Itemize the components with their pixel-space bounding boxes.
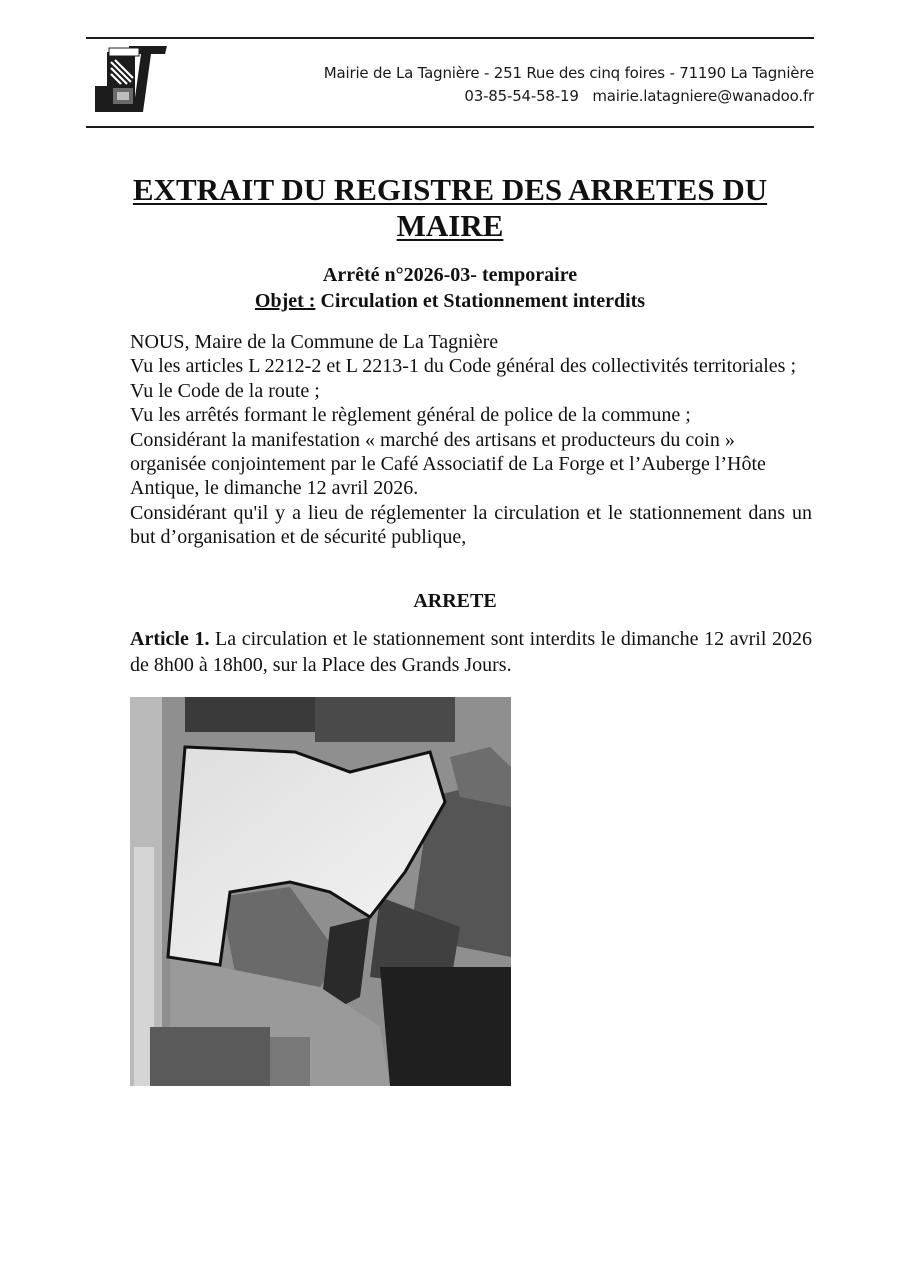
- decree-heading: [0, 262, 900, 314]
- object-label: Objet :: [254, 290, 316, 312]
- preamble-line: NOUS, Maire de la Commune de La Tagnière: [130, 331, 499, 353]
- title-line-2: MAIRE: [396, 208, 504, 243]
- preamble-line: Vu le Code de la route ;: [130, 379, 320, 402]
- decree-number: Arrêté n°2026-03- temporaire: [322, 264, 578, 286]
- header-top-rule: [86, 37, 814, 39]
- arrete-heading: ARRETE: [413, 590, 497, 612]
- article-1-text: La circulation et le stationnement sont interdits le dimanche 12 avril 2026 de 8h00 à 18h00, sur la Place des Grands Jours.: [130, 628, 812, 676]
- article-1: [130, 626, 812, 678]
- preamble-line: Considérant la manifestation « marché des artisans et producteurs du coin » organisée conjointement par le Café Associatif de La Forge et l’Auberge l’Hôte Antique, le dimanche 12 avril 2026.: [130, 428, 766, 500]
- document-title: [0, 172, 900, 244]
- preamble-line: Vu les arrêtés formant le règlement général de police de la commune ;: [130, 404, 691, 427]
- mairie-address: Mairie de La Tagnière - 251 Rue des cinq foires - 71190 La Tagnière: [323, 64, 814, 82]
- preamble: [130, 330, 812, 550]
- title-line-1: EXTRAIT DU REGISTRE DES ARRETES DU: [132, 172, 768, 207]
- mairie-contact-block: [324, 62, 814, 108]
- commune-logo: [95, 46, 167, 112]
- header-bottom-rule: [86, 126, 814, 128]
- object-text: Circulation et Stationnement interdits: [315, 290, 646, 312]
- decree-object: [0, 288, 900, 314]
- preamble-line: Considérant qu'il y a lieu de réglementer la circulation et le stationnement dans un but d’organisation et de sécurité publique,: [130, 501, 812, 549]
- aerial-map-place-des-grands-jours: [130, 697, 511, 1086]
- article-1-label: Article 1.: [130, 628, 210, 650]
- mairie-phone-email: 03-85-54-58-19 mairie.latagniere@wanadoo.fr: [464, 87, 814, 105]
- preamble-line: Vu les articles L 2212-2 et L 2213-1 du Code général des collectivités territoriales ;: [130, 355, 796, 378]
